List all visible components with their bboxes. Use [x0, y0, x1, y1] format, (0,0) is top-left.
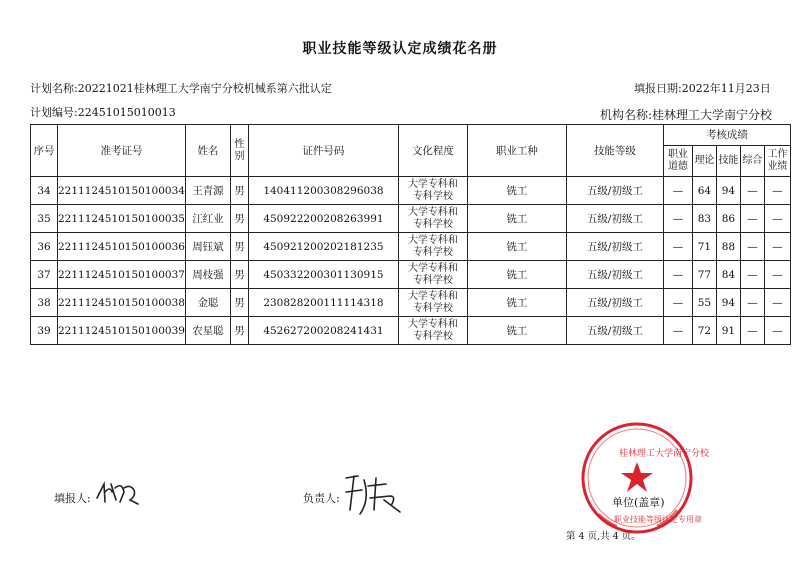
score-roster-table — [30, 124, 791, 345]
education-line-1: 大学专科和 — [407, 318, 458, 330]
header-name: 姓名 — [185, 125, 230, 177]
header-skill: 技能 — [716, 146, 740, 177]
row-performance: — — [764, 317, 790, 345]
row-theory: 83 — [692, 205, 716, 233]
row-overall: — — [740, 205, 764, 233]
row-overall: — — [740, 261, 764, 289]
row-seq: 39 — [31, 317, 58, 345]
plan-name — [30, 80, 332, 96]
row-ethics: — — [663, 233, 692, 261]
table-row — [31, 177, 791, 205]
row-ethics: — — [663, 317, 692, 345]
row-seq: 38 — [31, 289, 58, 317]
row-seq: 37 — [31, 261, 58, 289]
row-skill-level: 五级/初级工 — [566, 205, 663, 233]
row-gender: 男 — [230, 289, 248, 317]
row-name: 王青源 — [185, 177, 230, 205]
education-line-2: 专科学校 — [412, 274, 453, 286]
row-id-no: 450332200301130915 — [248, 261, 398, 289]
row-id-no: 450922200208263991 — [248, 205, 398, 233]
row-theory: 72 — [692, 317, 716, 345]
row-ethics: — — [663, 205, 692, 233]
row-gender: 男 — [230, 177, 248, 205]
row-exam-no: 2211124510150100038 — [58, 289, 186, 317]
table-row — [31, 289, 791, 317]
education-line-1: 大学专科和 — [407, 234, 458, 246]
row-occupation: 铣工 — [467, 317, 566, 345]
education-line-2: 专科学校 — [412, 246, 453, 258]
table-row — [31, 317, 791, 345]
fill-date-label: 填报日期: — [634, 82, 682, 95]
header-skill-level: 技能等级 — [566, 125, 663, 177]
row-gender: 男 — [230, 233, 248, 261]
row-ethics: — — [663, 289, 692, 317]
row-skill-level: 五级/初级工 — [566, 317, 663, 345]
plan-number-value: 22451015010013 — [77, 106, 176, 119]
education-line-1: 大学专科和 — [407, 290, 458, 302]
org-name — [600, 106, 772, 123]
table-row — [31, 205, 791, 233]
header-overall: 综合 — [740, 146, 764, 177]
plan-number-label: 计划编号: — [30, 106, 78, 119]
row-exam-no: 2211124510150100035 — [58, 205, 186, 233]
education-line-2: 专科学校 — [412, 218, 453, 230]
row-exam-no: 2211124510150100039 — [58, 317, 186, 345]
row-education — [398, 261, 467, 289]
row-overall: — — [740, 177, 764, 205]
education-line-2: 专科学校 — [412, 190, 453, 202]
row-performance: — — [764, 289, 790, 317]
row-occupation: 铣工 — [467, 261, 566, 289]
row-occupation: 铣工 — [467, 177, 566, 205]
row-skill: 94 — [716, 289, 740, 317]
row-education — [398, 317, 467, 345]
row-performance: — — [764, 261, 790, 289]
education-line-1: 大学专科和 — [407, 262, 458, 274]
row-education — [398, 289, 467, 317]
row-seq: 35 — [31, 205, 58, 233]
responsible-label: 负责人: — [303, 492, 340, 505]
row-ethics: — — [663, 177, 692, 205]
row-skill: 88 — [716, 233, 740, 261]
row-overall: — — [740, 289, 764, 317]
education-line-1: 大学专科和 — [407, 206, 458, 218]
roster-body — [31, 177, 791, 345]
row-skill-level: 五级/初级工 — [566, 233, 663, 261]
filler-label: 填报人: — [54, 492, 91, 505]
plan-name-value: 20221021桂林理工大学南宁分校机械系第六批认定 — [77, 82, 332, 95]
row-overall: — — [740, 233, 764, 261]
education-line-1: 大学专科和 — [407, 178, 458, 190]
row-theory: 55 — [692, 289, 716, 317]
row-name: 周钰斌 — [185, 233, 230, 261]
row-performance: — — [764, 177, 790, 205]
fill-date-value: 2022年11月23日 — [681, 82, 771, 95]
header-education: 文化程度 — [398, 125, 467, 177]
row-gender: 男 — [230, 317, 248, 345]
row-id-no: 230828200111114318 — [248, 289, 398, 317]
row-theory: 64 — [692, 177, 716, 205]
row-exam-no: 2211124510150100034 — [58, 177, 186, 205]
row-education — [398, 177, 467, 205]
header-seq: 序号 — [31, 125, 58, 177]
row-theory: 77 — [692, 261, 716, 289]
plan-number — [30, 104, 176, 120]
row-education — [398, 233, 467, 261]
row-name: 周枝强 — [185, 261, 230, 289]
row-occupation: 铣工 — [467, 233, 566, 261]
document-title: 职业技能等级认定成绩花名册 — [302, 41, 498, 57]
row-performance: — — [764, 233, 790, 261]
row-name: 农星聪 — [185, 317, 230, 345]
row-skill: 91 — [716, 317, 740, 345]
row-skill-level: 五级/初级工 — [566, 289, 663, 317]
header-gender: 性别 — [230, 125, 248, 177]
table-row — [31, 261, 791, 289]
filler-signature — [94, 478, 140, 508]
row-name: 江红业 — [185, 205, 230, 233]
row-seq: 36 — [31, 233, 58, 261]
fill-date — [634, 80, 771, 96]
row-skill-level: 五级/初级工 — [566, 177, 663, 205]
header-occupation: 职业工种 — [467, 125, 566, 177]
row-skill: 84 — [716, 261, 740, 289]
row-exam-no: 2211124510150100037 — [58, 261, 186, 289]
row-overall: — — [740, 317, 764, 345]
header-ethics: 职业道德 — [663, 146, 692, 177]
row-skill: 94 — [716, 177, 740, 205]
row-theory: 71 — [692, 233, 716, 261]
row-gender: 男 — [230, 205, 248, 233]
row-ethics: — — [663, 261, 692, 289]
row-occupation: 铣工 — [467, 205, 566, 233]
responsible-signature — [340, 470, 410, 520]
row-id-no: 452627200208241431 — [248, 317, 398, 345]
header-exam-no: 准考证号 — [58, 125, 186, 177]
row-occupation: 铣工 — [467, 289, 566, 317]
row-education — [398, 205, 467, 233]
row-id-no: 140411200308296038 — [248, 177, 398, 205]
org-name-value: 桂林理工大学南宁分校 — [652, 108, 773, 122]
education-line-2: 专科学校 — [412, 330, 453, 342]
header-id-no: 证件号码 — [248, 125, 398, 177]
seal-text: 桂林理工大学南宁分校 — [619, 449, 710, 459]
row-gender: 男 — [230, 261, 248, 289]
row-exam-no: 2211124510150100036 — [58, 233, 186, 261]
unit-seal-label: 单位(盖章) — [612, 496, 665, 509]
row-name: 金聪 — [185, 289, 230, 317]
row-skill-level: 五级/初级工 — [566, 261, 663, 289]
table-row — [31, 233, 791, 261]
org-name-label: 机构名称: — [600, 108, 653, 122]
seal-inner-text: 职业技能等级认定专用章 — [614, 515, 702, 524]
page-info: 第 4 页,共 4 页。 — [566, 531, 641, 542]
row-performance: — — [764, 205, 790, 233]
header-performance: 工作业绩 — [764, 146, 790, 177]
plan-name-label: 计划名称: — [30, 82, 78, 95]
header-assessment: 考核成绩 — [663, 125, 790, 146]
row-id-no: 450921200202181235 — [248, 233, 398, 261]
row-seq: 34 — [31, 177, 58, 205]
header-theory: 理论 — [692, 146, 716, 177]
row-skill: 86 — [716, 205, 740, 233]
education-line-2: 专科学校 — [412, 302, 453, 314]
